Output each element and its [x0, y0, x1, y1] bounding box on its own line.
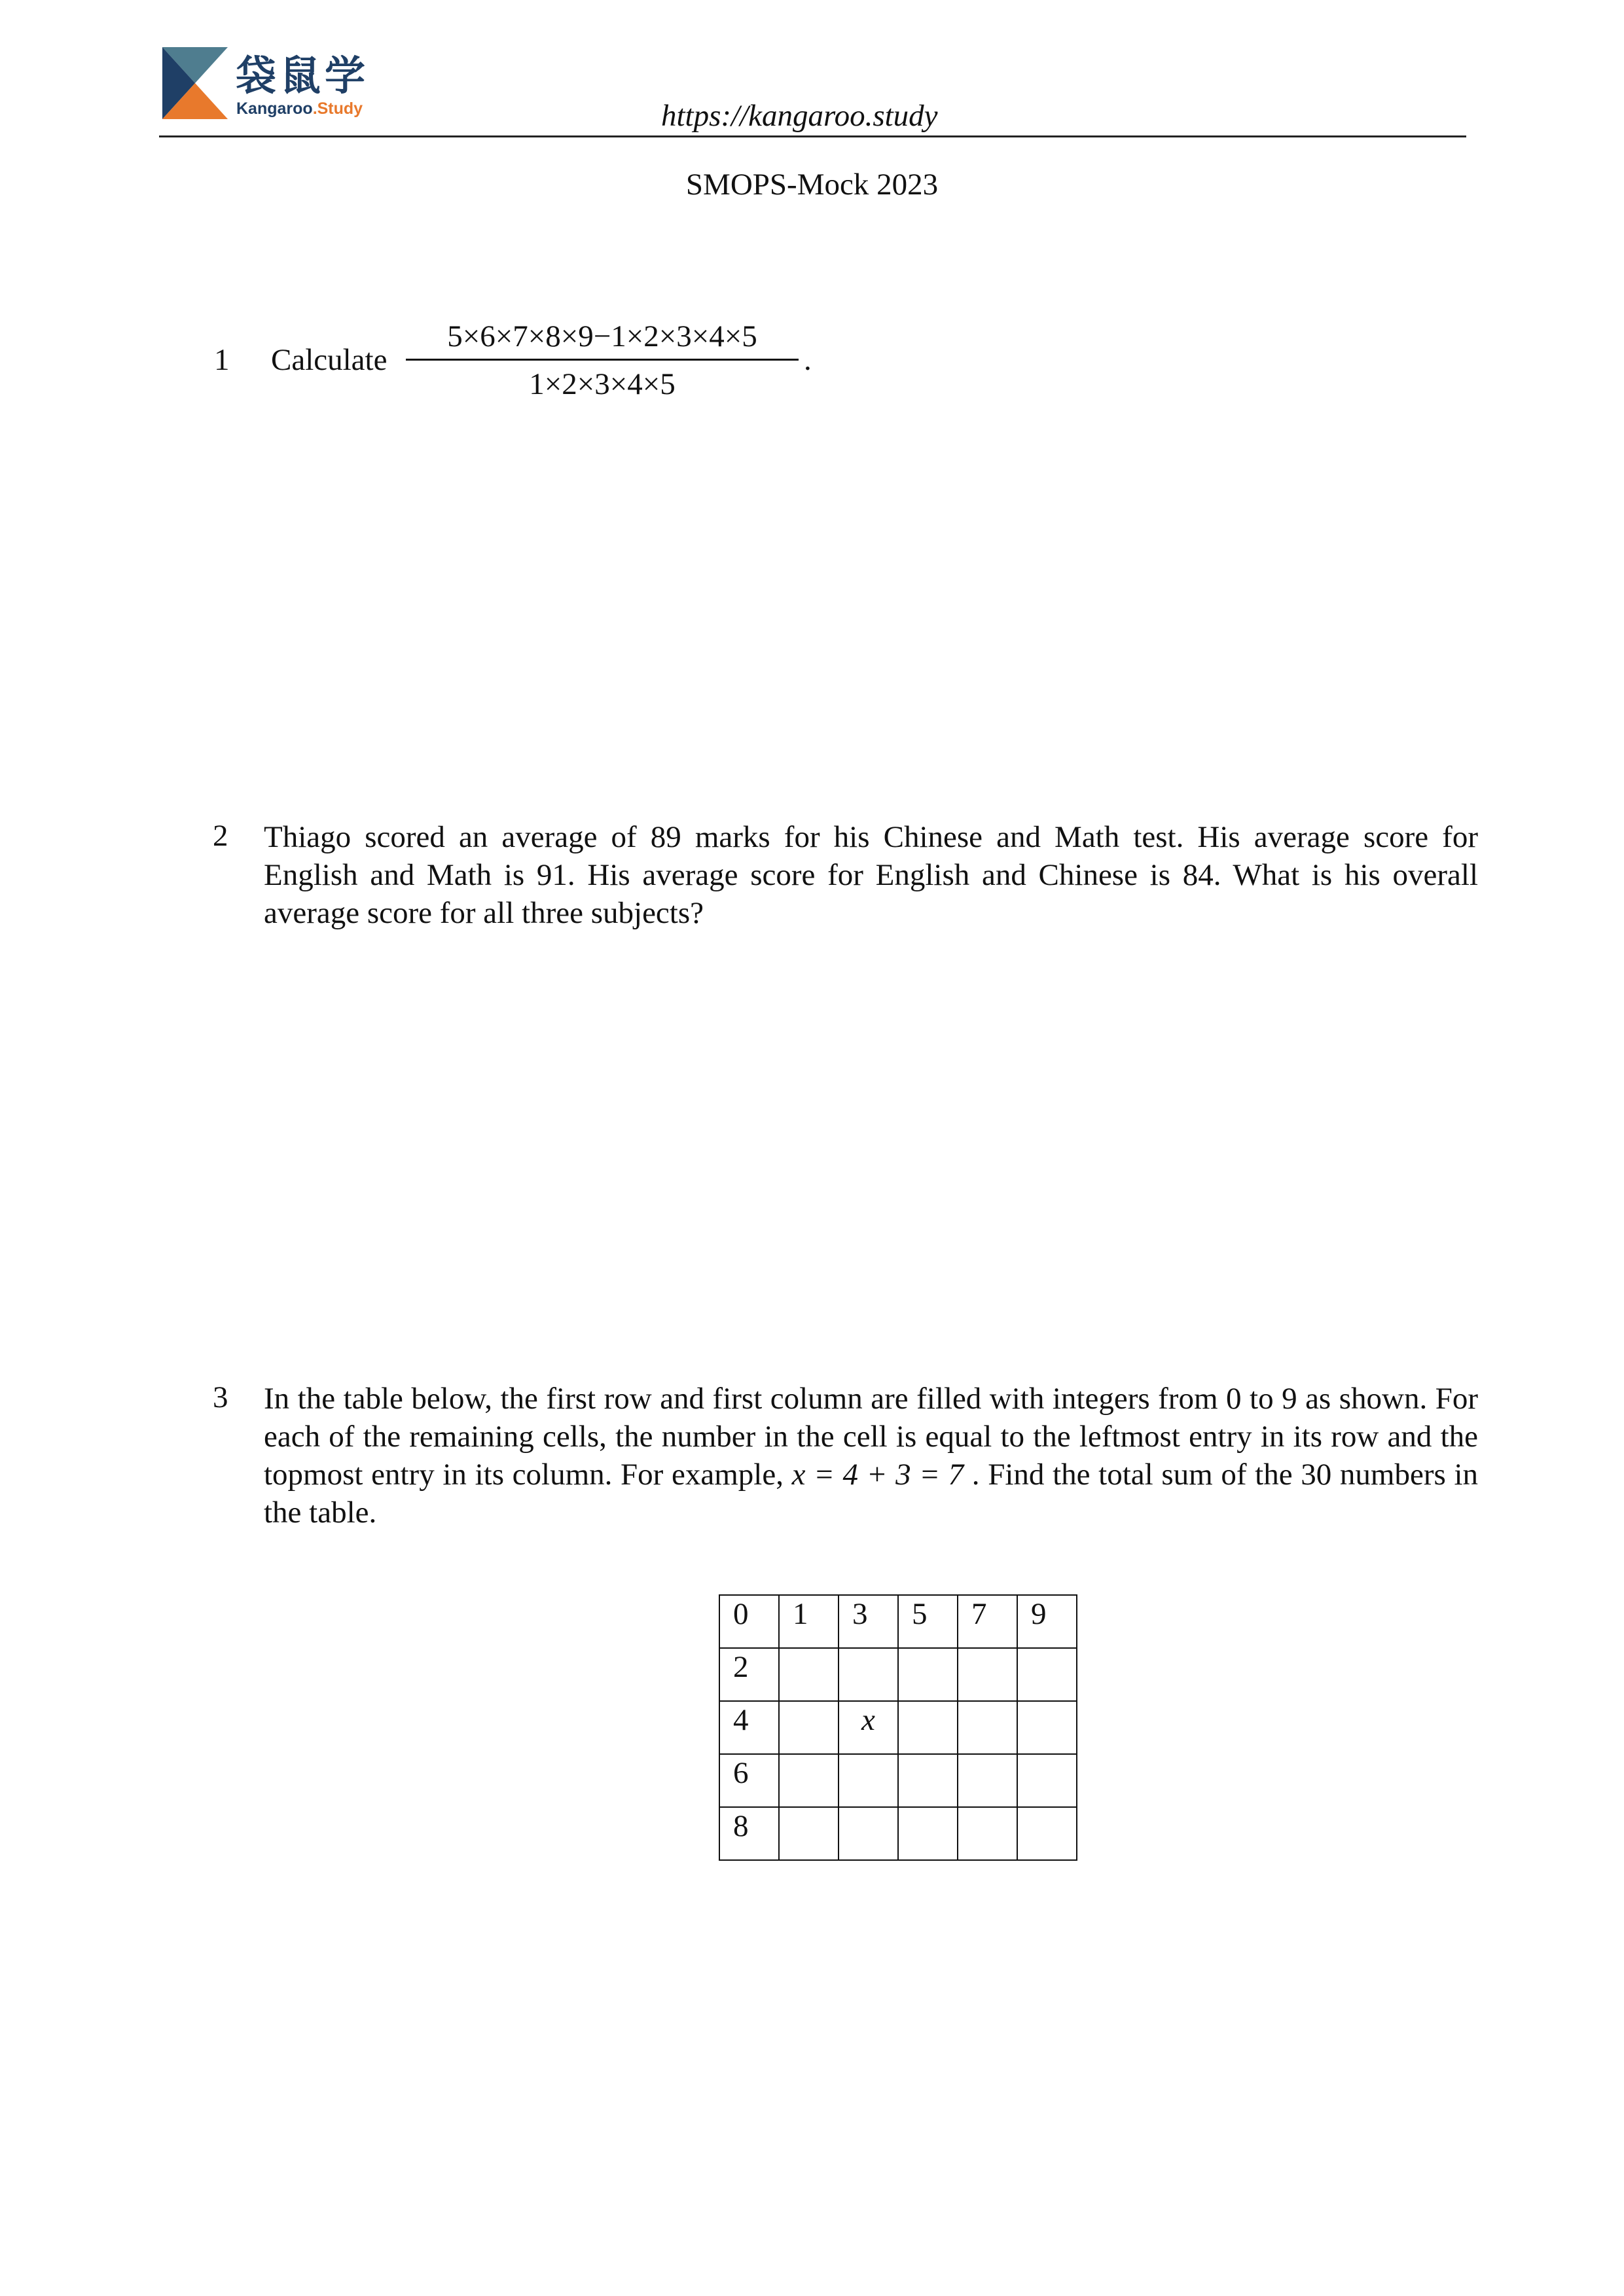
question-2-text: Thiago scored an average of 89 marks for his Chinese and Math test. His average score for English and Math is 91. His average score for English and Chinese is 84. What is his overall average score for all three subjects? [264, 820, 1478, 930]
logo-mark-icon [162, 47, 228, 119]
kangaroo-study-logo [162, 46, 378, 124]
table-cell [958, 1701, 1017, 1754]
question-1-period: . [804, 343, 812, 377]
logo-english-accent: .Study [312, 99, 363, 118]
table-cell: 6 [719, 1754, 779, 1807]
table-cell [839, 1754, 898, 1807]
fraction-denominator: 1×2×3×4×5 [529, 367, 676, 401]
logo-chinese-text: 袋鼠学 [236, 52, 370, 99]
question-3-number: 3 [213, 1380, 228, 1414]
table-row [719, 1701, 1077, 1754]
table-cell [958, 1754, 1017, 1807]
addition-table [719, 1594, 1077, 1861]
table-cell: 5 [898, 1595, 958, 1648]
table-cell [1017, 1648, 1077, 1701]
table-cell: 8 [719, 1807, 779, 1860]
logo-english-main: Kangaroo [236, 99, 313, 118]
table-cell [779, 1754, 839, 1807]
table-row [719, 1807, 1077, 1860]
table-cell [898, 1807, 958, 1860]
document-title: SMOPS-Mock 2023 [685, 168, 939, 202]
question-3-example-math: x = 4 + 3 = 7 [791, 1458, 964, 1492]
table-cell: 3 [839, 1595, 898, 1648]
question-3-text-before: In the table below, the first row and first column are filled with integers from 0 to 9 as shown. For each of the remaining cells, the number in the cell is equal to the leftmost entry in its row and the topmost entry in its column. For example, [264, 1382, 1478, 1492]
table-cell [898, 1701, 958, 1754]
table-cell: 9 [1017, 1595, 1077, 1648]
table-cell [1017, 1701, 1077, 1754]
header-divider [159, 135, 1466, 137]
table-cell [779, 1807, 839, 1860]
addition-table-body [719, 1595, 1077, 1860]
table-cell [1017, 1807, 1077, 1860]
table-cell [958, 1648, 1017, 1701]
table-cell [1017, 1754, 1077, 1807]
table-cell: 2 [719, 1648, 779, 1701]
table-row [719, 1595, 1077, 1648]
question-3-text-after: . Find the total sum of the 30 numbers in the table. [264, 1458, 1479, 1530]
question-1-lead: Calculate [271, 343, 388, 377]
table-cell: 4 [719, 1701, 779, 1754]
table-cell: 7 [958, 1595, 1017, 1648]
table-cell [839, 1807, 898, 1860]
table-row [719, 1648, 1077, 1701]
question-1-number: 1 [214, 343, 230, 377]
site-url: https://kangaroo.study [661, 99, 938, 133]
table-cell [839, 1648, 898, 1701]
table-cell [779, 1701, 839, 1754]
table-cell: x [839, 1701, 898, 1754]
table-cell [958, 1807, 1017, 1860]
question-3-text [264, 1380, 1478, 1532]
table-row [719, 1754, 1077, 1807]
table-cell: 0 [719, 1595, 779, 1648]
table-cell [898, 1648, 958, 1701]
fraction-bar [406, 359, 799, 361]
logo-english-text [236, 99, 363, 118]
table-cell: 1 [779, 1595, 839, 1648]
question-2-number: 2 [213, 819, 228, 853]
question-1-fraction [406, 318, 799, 403]
fraction-numerator: 5×6×7×8×9−1×2×3×4×5 [447, 319, 757, 353]
table-cell [779, 1648, 839, 1701]
table-cell [898, 1754, 958, 1807]
